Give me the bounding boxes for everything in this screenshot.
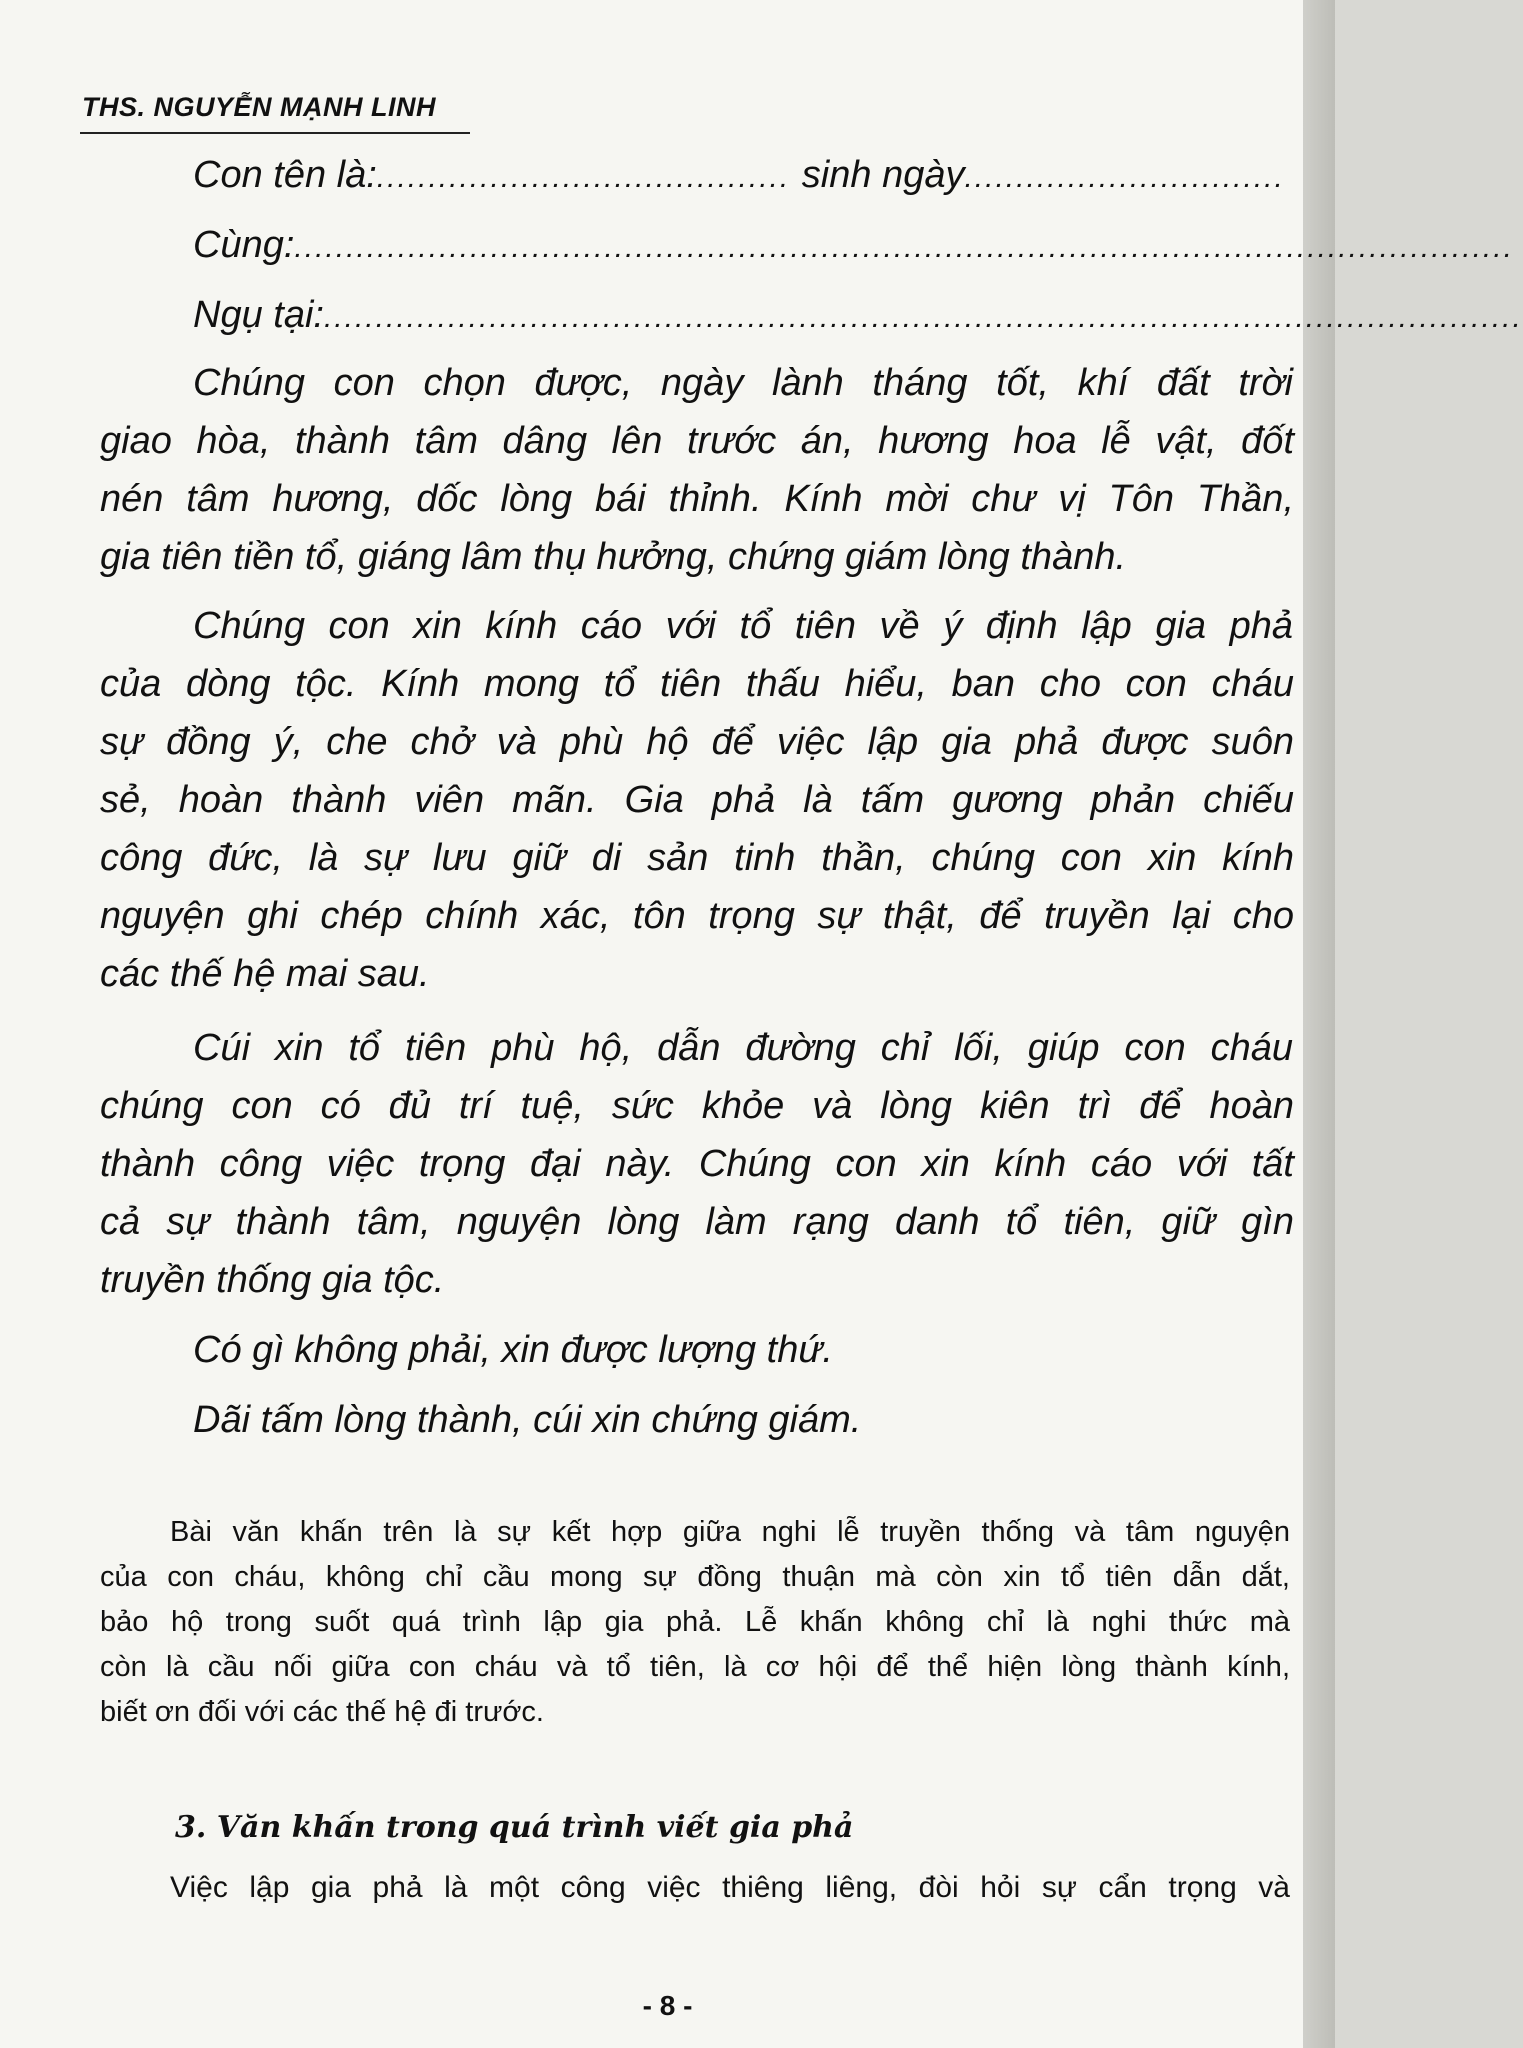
prayer-line: của dòng tộc. Kính mong tổ tiên thấu hiểu, ban cho con cháu bbox=[100, 663, 1294, 705]
prayer-line: Cúi xin tổ tiên phù hộ, dẫn đường chỉ lối, giúp con cháu bbox=[193, 1027, 1293, 1069]
prayer-line: sự đồng ý, che chở và phù hộ để việc lập gia phả được suôn bbox=[100, 721, 1294, 763]
section-heading: 3. Văn khấn trong quá trình viết gia phả bbox=[175, 1810, 854, 1845]
residence-label: Ngụ tại: bbox=[193, 294, 324, 336]
note-line: Bài văn khấn trên là sự kết hợp giữa nghi lễ truyền thống và tâm nguyện bbox=[170, 1516, 1290, 1548]
prayer-line: công đức, là sự lưu giữ di sản tinh thần, chúng con xin kính bbox=[100, 837, 1294, 879]
prayer-line: truyền thống gia tộc. bbox=[100, 1259, 445, 1301]
prayer-line: Chúng con xin kính cáo với tổ tiên về ý định lập gia phả bbox=[193, 605, 1293, 647]
birth-label: sinh ngày bbox=[801, 154, 965, 196]
prayer-line: nén tâm hương, dốc lòng bái thỉnh. Kính mời chư vị Tôn Thần, bbox=[100, 478, 1294, 520]
prayer-line: sẻ, hoàn thành viên mãn. Gia phả là tấm gương phản chiếu bbox=[100, 779, 1294, 821]
running-header-author: THS. NGUYỄN MẠNH LINH bbox=[82, 92, 436, 122]
prayer-line: Chúng con chọn được, ngày lành tháng tốt, khí đất trời bbox=[193, 362, 1293, 404]
section-text: Việc lập gia phả là một công việc thiêng liêng, đòi hỏi sự cẩn trọng và bbox=[170, 1871, 1290, 1904]
prayer-line: các thế hệ mai sau. bbox=[100, 953, 430, 995]
name-fill-line bbox=[193, 152, 1300, 201]
residence-fill-line bbox=[193, 292, 1523, 341]
name-label: Con tên là: bbox=[193, 154, 377, 196]
prayer-line: cả sự thành tâm, nguyện lòng làm rạng danh tổ tiên, giữ gìn bbox=[100, 1201, 1294, 1243]
prayer-line: giao hòa, thành tâm dâng lên trước án, hương hoa lễ vật, đốt bbox=[100, 420, 1294, 462]
prayer-line: Có gì không phải, xin được lượng thứ. bbox=[193, 1329, 833, 1371]
page-number: - 8 - bbox=[642, 1990, 693, 2021]
with-dots: ...................................................................................................................... bbox=[294, 231, 1514, 264]
header-rule bbox=[80, 132, 470, 134]
note-line: bảo hộ trong suốt quá trình lập gia phả. Lễ khấn không chỉ là nghi thức mà bbox=[100, 1606, 1290, 1638]
note-line: của con cháu, không chỉ cầu mong sự đồng thuận mà còn xin tổ tiên dẫn dắt, bbox=[100, 1561, 1290, 1593]
note-line: biết ơn đối với các thế hệ đi trước. bbox=[100, 1696, 544, 1728]
prayer-line: nguyện ghi chép chính xác, tôn trọng sự thật, để truyền lại cho bbox=[100, 895, 1294, 937]
residence-dots: .................................................................................................................... bbox=[323, 301, 1523, 334]
prayer-line: Dãi tấm lòng thành, cúi xin chứng giám. bbox=[193, 1399, 862, 1441]
name-dots: ........................................ bbox=[376, 161, 791, 194]
note-line: còn là cầu nối giữa con cháu và tổ tiên, là cơ hội để thể hiện lòng thành kính, bbox=[100, 1651, 1290, 1683]
with-fill-line bbox=[193, 222, 1514, 271]
prayer-line: chúng con có đủ trí tuệ, sức khỏe và lòng kiên trì để hoàn bbox=[100, 1085, 1294, 1127]
prayer-line: gia tiên tiền tổ, giáng lâm thụ hưởng, chứng giám lòng thành. bbox=[100, 536, 1127, 578]
birth-dots: ............................... bbox=[964, 161, 1285, 194]
prayer-line: thành công việc trọng đại này. Chúng con xin kính cáo với tất bbox=[100, 1143, 1294, 1185]
with-label: Cùng: bbox=[193, 224, 295, 266]
